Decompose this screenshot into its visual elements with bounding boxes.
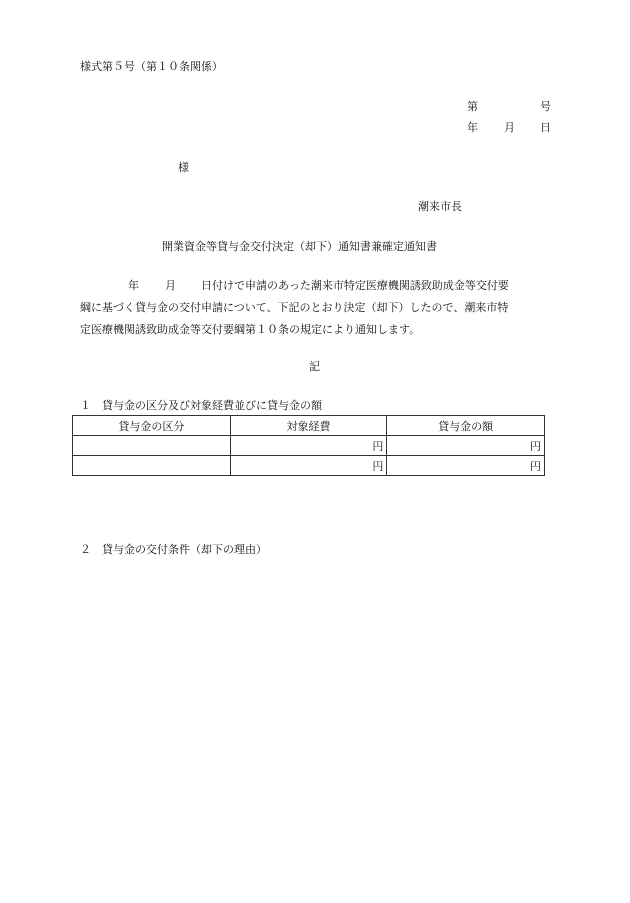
body-line-1: 日付けで申請のあった潮来市特定医療機関誘致助成金等交付要 (201, 279, 509, 292)
cell-cost: 円 (230, 436, 387, 456)
date-year: 年 (467, 121, 478, 134)
form-label: 様式第５号（第１０条関係） (80, 60, 223, 73)
body-month: 月 (165, 279, 176, 292)
cell-amount: 円 (387, 456, 545, 476)
doc-number-go: 号 (540, 100, 551, 113)
date-month: 月 (504, 121, 515, 134)
cell-cost: 円 (230, 456, 387, 476)
cell-category (73, 436, 231, 456)
table-row (73, 456, 545, 476)
amounts-table (72, 415, 545, 476)
issuer: 潮来市長 (418, 200, 462, 213)
body-year: 年 (128, 279, 139, 292)
column-header-amount: 貸与金の額 (387, 416, 545, 436)
date-day: 日 (540, 121, 551, 134)
doc-number-dai: 第 (467, 100, 478, 113)
section1-heading: １ 貸与金の区分及び対象経費並びに貸与金の額 (80, 399, 322, 412)
cell-amount: 円 (387, 436, 545, 456)
document-title: 開業資金等貸与金交付決定（却下）通知書兼確定通知書 (162, 240, 437, 253)
column-header-category: 貸与金の区分 (73, 416, 231, 436)
ki-marker: 記 (309, 360, 320, 373)
section2-heading: ２ 貸与金の交付条件（却下の理由） (80, 543, 267, 556)
column-header-cost: 対象経費 (230, 416, 387, 436)
addressee-suffix: 様 (178, 161, 189, 174)
cell-category (73, 456, 231, 476)
table-row (73, 436, 545, 456)
body-line-2: 綱に基づく貸与金の交付申請について、下記のとおり決定（却下）したので、潮来市特 (80, 301, 509, 314)
table-header-row (73, 416, 545, 436)
body-line-3: 定医療機関誘致助成金等交付要綱第１０条の規定により通知します。 (80, 323, 421, 336)
